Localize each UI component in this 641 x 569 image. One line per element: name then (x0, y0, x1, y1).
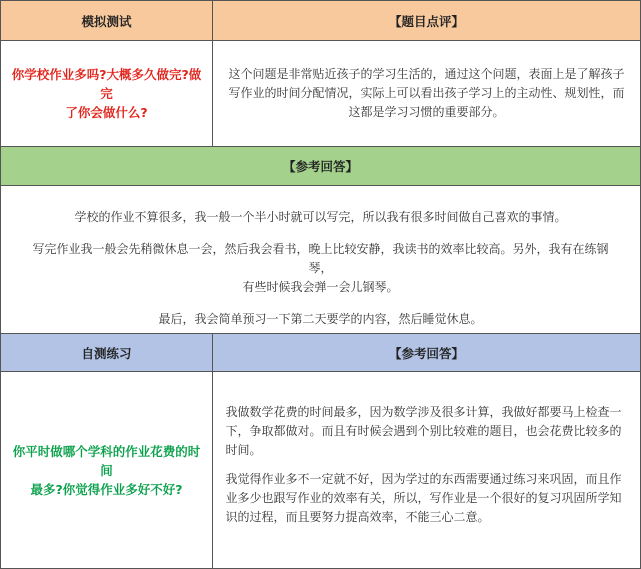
section2-para2-line: 写完作业我一般会先稍微休息一会，然后我会看书，晚上比较安静，我读书的效率比较高。另外，我有在练钢琴， (32, 242, 609, 275)
section3-question-line: 你平时做哪个学科的作业花费的时间 (12, 443, 201, 478)
section1-comment (213, 41, 640, 146)
section1-question-line: 你学校作业多吗?大概多久做完?做完 (11, 67, 202, 101)
section2-header-row (1, 147, 640, 186)
section1-question-line: 了你会做什么? (65, 105, 148, 120)
section2-para2 (25, 240, 616, 297)
section2-para3: 最后，我会简单预习一下第二天要学的内容，然后睡觉休息。 (158, 312, 483, 326)
section3-answer1-line: 时间。 (225, 443, 262, 457)
section3-question (1, 372, 213, 568)
section3-content-row (1, 372, 640, 568)
section1-comment-line: 这个问题是非常贴近孩子的学习生活的，通过这个问题，表面上是了解孩子 (228, 67, 625, 81)
section3-answer1-line: 下，争取都做对。而且有时候会遇到个别比较难的题目，也会花费比较多的 (225, 424, 622, 438)
section2-header: 【参考回答】 (282, 159, 358, 174)
section3-answer (213, 372, 640, 568)
section1-content-row (1, 41, 640, 147)
section1-right-header: 【题目点评】 (388, 13, 464, 29)
section3-question-line: 最多?你觉得作业多好不好? (30, 481, 183, 497)
section2-para2-line: 有些时候我会弹一会儿钢琴。 (242, 280, 399, 294)
section1-comment-line: 这都是学习习惯的重要部分。 (348, 105, 505, 119)
section3-answer2-line: 识的过程，而且要努力提高效率，不能三心二意。 (225, 510, 490, 524)
section2-content-row (1, 186, 640, 334)
section3-answer1 (225, 403, 621, 460)
section1-header-row (1, 1, 640, 41)
section1-comment-line: 写作业的时间分配情况，实际上可以看出孩子学习上的主动性、规划性，而 (228, 86, 625, 100)
section3-answer2 (225, 470, 621, 527)
section3-right-header: 【参考回答】 (388, 345, 464, 361)
section3-answer1-line: 我做数学花费的时间最多，因为数学涉及很多计算，我做好都要马上检查一 (225, 405, 622, 419)
section3-left-header: 自测练习 (1, 334, 213, 371)
section3-header-row (1, 334, 640, 372)
section1-question (1, 41, 213, 146)
section3-answer2-line: 业多少也跟写作业的效率有关，所以，写作业是一个很好的复习巩固所学知 (225, 491, 622, 505)
section2-answer (1, 208, 640, 342)
section2-para1: 学校的作业不算很多，我一般一个半小时就可以写完，所以我有很多时间做自己喜欢的事情。 (74, 210, 567, 224)
section3-answer2-line: 我觉得作业多不一定就不好，因为学过的东西需要通过练习来巩固，而且作 (225, 472, 622, 486)
section1-left-header: 模拟测试 (1, 1, 213, 40)
